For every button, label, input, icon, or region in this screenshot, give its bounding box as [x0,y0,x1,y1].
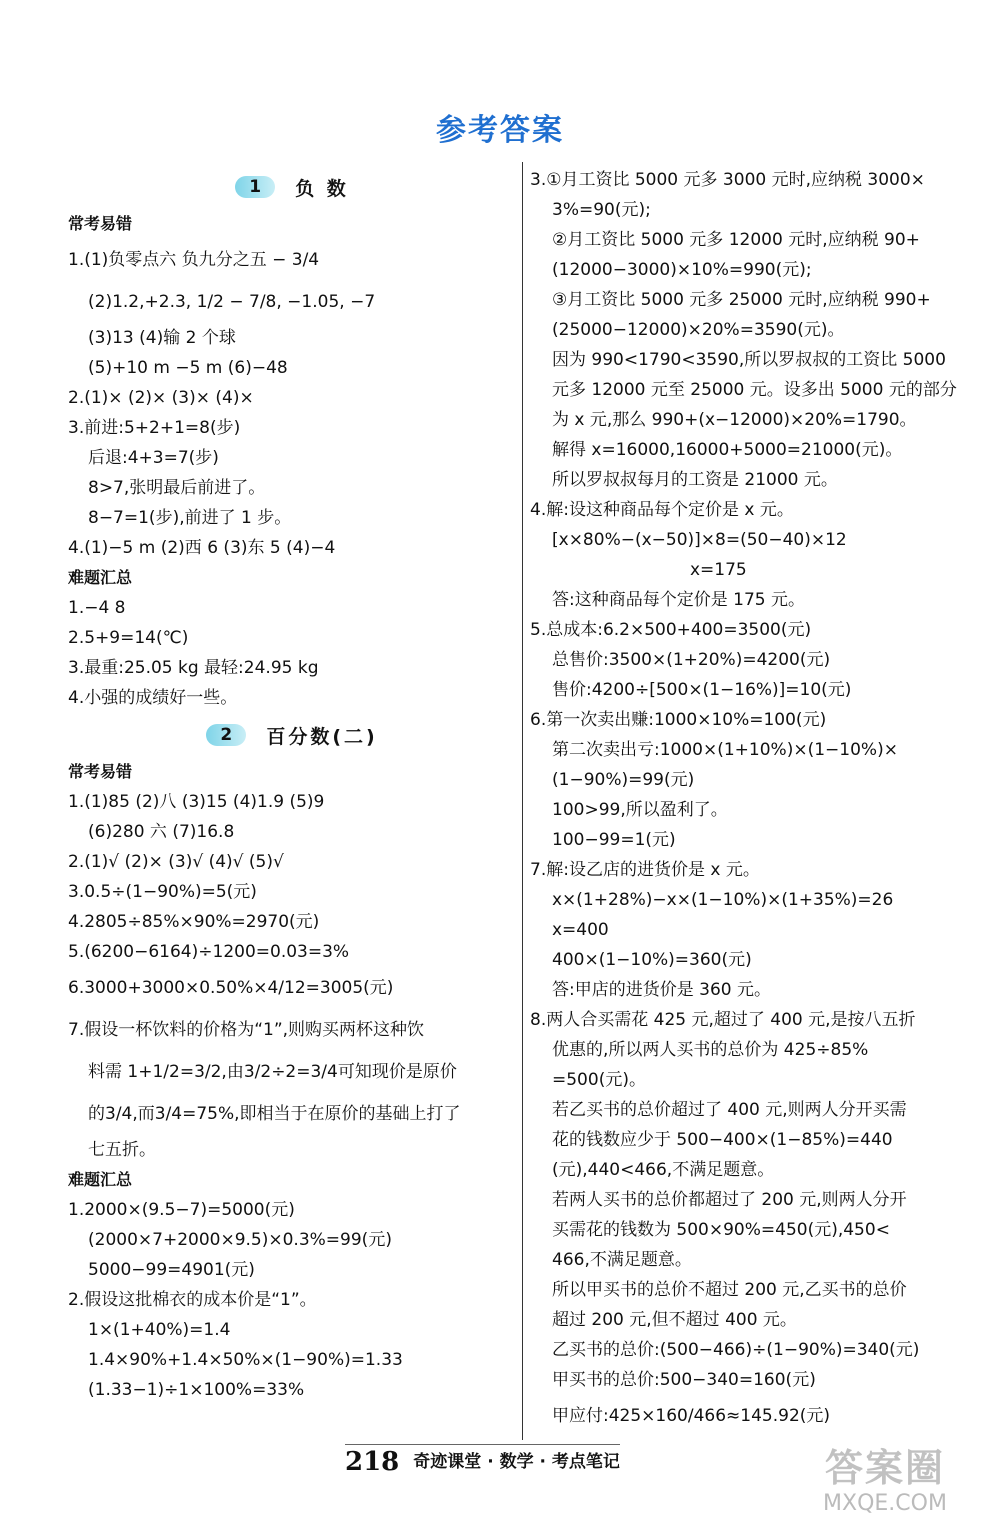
answer-line: 若两人买书的总价都超过了 200 元,则两人分开 [552,1190,907,1210]
answer-line: (5)+10 m −5 m (6)−48 [88,358,288,378]
answer-line: 8>7,张明最后前进了。 [88,478,266,498]
answer-line: 2.(1)√ (2)× (3)√ (4)√ (5)√ [68,852,284,872]
answer-line: 1.4×90%+1.4×50%×(1−90%)=1.33 [88,1350,403,1370]
answer-line: =500(元)。 [552,1070,646,1090]
answer-line: 答:甲店的进货价是 360 元。 [552,980,771,1000]
answer-line: 所以罗叔叔每月的工资是 21000 元。 [552,470,838,490]
watermark-url: MXQE.COM [823,1491,947,1516]
column-divider [522,162,523,1440]
answer-line: 1.(1)85 (2)八 (3)15 (4)1.9 (5)9 [68,792,325,812]
section-header-2 [68,713,516,757]
answer-line: (3)13 (4)输 2 个球 [88,328,236,348]
answer-line: (2)1.2,+2.3, 1/2 − 7/8, −1.05, −7 [88,292,376,312]
answer-line: x=175 [690,560,747,580]
answer-line: 3.前进:5+2+1=8(步) [68,418,241,438]
answer-line: 3%=90(元); [552,200,651,220]
watermark-logo: 答案圈 [824,1446,945,1490]
answer-line: (25000−12000)×20%=3590(元)。 [552,320,845,340]
book-title: 奇迹课堂 · 数学 · 考点笔记 [413,1452,620,1472]
answer-line: 买需花的钱数为 500×90%=450(元),450< [552,1220,890,1240]
answer-line: (元),440<466,不满足题意。 [552,1160,775,1180]
answer-line: 6.第一次卖出赚:1000×10%=100(元) [530,710,827,730]
answer-line: 5.(6200−6164)÷1200=0.03=3% [68,942,350,962]
answer-line: 466,不满足题意。 [552,1250,692,1270]
answer-line: 100−99=1(元) [552,830,676,850]
answer-line: 4.2805÷85%×90%=2970(元) [68,912,320,932]
answer-line: 后退:4+3=7(步) [88,448,219,468]
answer-line: (12000−3000)×10%=990(元); [552,260,812,280]
answer-line: (2000×7+2000×9.5)×0.3%=99(元) [88,1230,392,1250]
answer-line: 3.0.5÷(1−90%)=5(元) [68,882,257,902]
answer-line: 7.解:设乙店的进货价是 x 元。 [530,860,760,880]
answer-line: 4.小强的成绩好一些。 [68,688,238,708]
section-header-1 [68,165,516,209]
answer-line: ②月工资比 5000 元多 12000 元时,应纳税 90+ [552,230,920,250]
subheading-common-errors: 常考易错 [68,214,133,233]
answer-line: 4.解:设这种商品每个定价是 x 元。 [530,500,794,520]
answer-line: 答:这种商品每个定价是 175 元。 [552,590,805,610]
answer-line: 2.5+9=14(℃) [68,628,189,648]
answer-line: 2.假设这批棉衣的成本价是“1”。 [68,1290,317,1310]
answer-line: ③月工资比 5000 元多 25000 元时,应纳税 990+ [552,290,931,310]
subheading-hard-problems: 难题汇总 [68,568,133,587]
answer-line: 1.−4 8 [68,598,126,618]
section-title: 百分数(二) [266,725,378,748]
answer-line: 3.最重:25.05 kg 最轻:24.95 kg [68,658,319,678]
section-number-badge: 1 [235,176,275,198]
section-number-badge: 2 [206,724,246,746]
page-number: 218 [345,1447,400,1477]
page-footer [345,1444,620,1479]
answer-line: 5000−99=4901(元) [88,1260,255,1280]
answer-line: [x×80%−(x−50)]×8=(50−40)×12 [552,530,847,550]
answer-line: x=400 [552,920,609,940]
answer-line: 第二次卖出亏:1000×(1+10%)×(1−10%)× [552,740,898,760]
answer-line: 料需 1+1/2=3/2,由3/2÷2=3/4可知现价是原价 [88,1062,457,1082]
section-title: 负 数 [295,177,349,200]
answer-line: (1−90%)=99(元) [552,770,695,790]
answer-line: 超过 200 元,但不超过 400 元。 [552,1310,797,1330]
answer-line: 2.(1)× (2)× (3)× (4)× [68,388,254,408]
answer-line: 总售价:3500×(1+20%)=4200(元) [552,650,831,670]
answer-line: 元多 12000 元至 25000 元。设多出 5000 元的部分 [552,380,957,400]
answer-line: 400×(1−10%)=360(元) [552,950,752,970]
answer-line: 七五折。 [88,1140,156,1160]
right-column [530,165,980,1437]
answer-line: 7.假设一杯饮料的价格为“1”,则购买两杯这种饮 [68,1020,425,1040]
answer-line: 为 x 元,那么 990+(x−12000)×20%=1790。 [552,410,917,430]
answer-line: 花的钱数应少于 500−400×(1−85%)=440 [552,1130,893,1150]
answer-line: 甲买书的总价:500−340=160(元) [552,1370,816,1390]
subheading-hard-problems: 难题汇总 [68,1170,133,1189]
answer-line: 8−7=1(步),前进了 1 步。 [88,508,292,528]
answer-line: 100>99,所以盈利了。 [552,800,728,820]
watermark [800,1446,970,1530]
answer-line: 解得 x=16000,16000+5000=21000(元)。 [552,440,903,460]
answer-line: 甲应付:425×160/466≈145.92(元) [552,1406,831,1426]
answer-line: 1.2000×(9.5−7)=5000(元) [68,1200,295,1220]
answer-line: 优惠的,所以两人买书的总价为 425÷85% [552,1040,869,1060]
answer-line: 售价:4200÷[500×(1−16%)]=10(元) [552,680,852,700]
answer-line: 1.(1)负零点六 负九分之五 − 3/4 [68,250,320,270]
answer-line: 因为 990<1790<3590,所以罗叔叔的工资比 5000 [552,350,946,370]
answer-line: 若乙买书的总价超过了 400 元,则两人分开买需 [552,1100,907,1120]
answer-line: 的3/4,而3/4=75%,即相当于在原价的基础上打了 [88,1104,461,1124]
answer-line: 6.3000+3000×0.50%×4/12=3005(元) [68,978,394,998]
answer-line: x×(1+28%)−x×(1−10%)×(1+35%)=26 [552,890,894,910]
answer-line: 3.①月工资比 5000 元多 3000 元时,应纳税 3000× [530,170,925,190]
answer-line: 乙买书的总价:(500−466)÷(1−90%)=340(元) [552,1340,920,1360]
answer-line: 8.两人合买需花 425 元,超过了 400 元,是按八五折 [530,1010,916,1030]
answer-line: 4.(1)−5 m (2)西 6 (3)东 5 (4)−4 [68,538,336,558]
subheading-common-errors: 常考易错 [68,762,133,781]
answer-line: (1.33−1)÷1×100%=33% [88,1380,305,1400]
page-title: 参考答案 [436,113,564,148]
left-column [68,165,516,1405]
answer-line: 1×(1+40%)=1.4 [88,1320,231,1340]
answer-line: (6)280 六 (7)16.8 [88,822,235,842]
answer-line: 所以甲买书的总价不超过 200 元,乙买书的总价 [552,1280,907,1300]
answer-line: 5.总成本:6.2×500+400=3500(元) [530,620,812,640]
